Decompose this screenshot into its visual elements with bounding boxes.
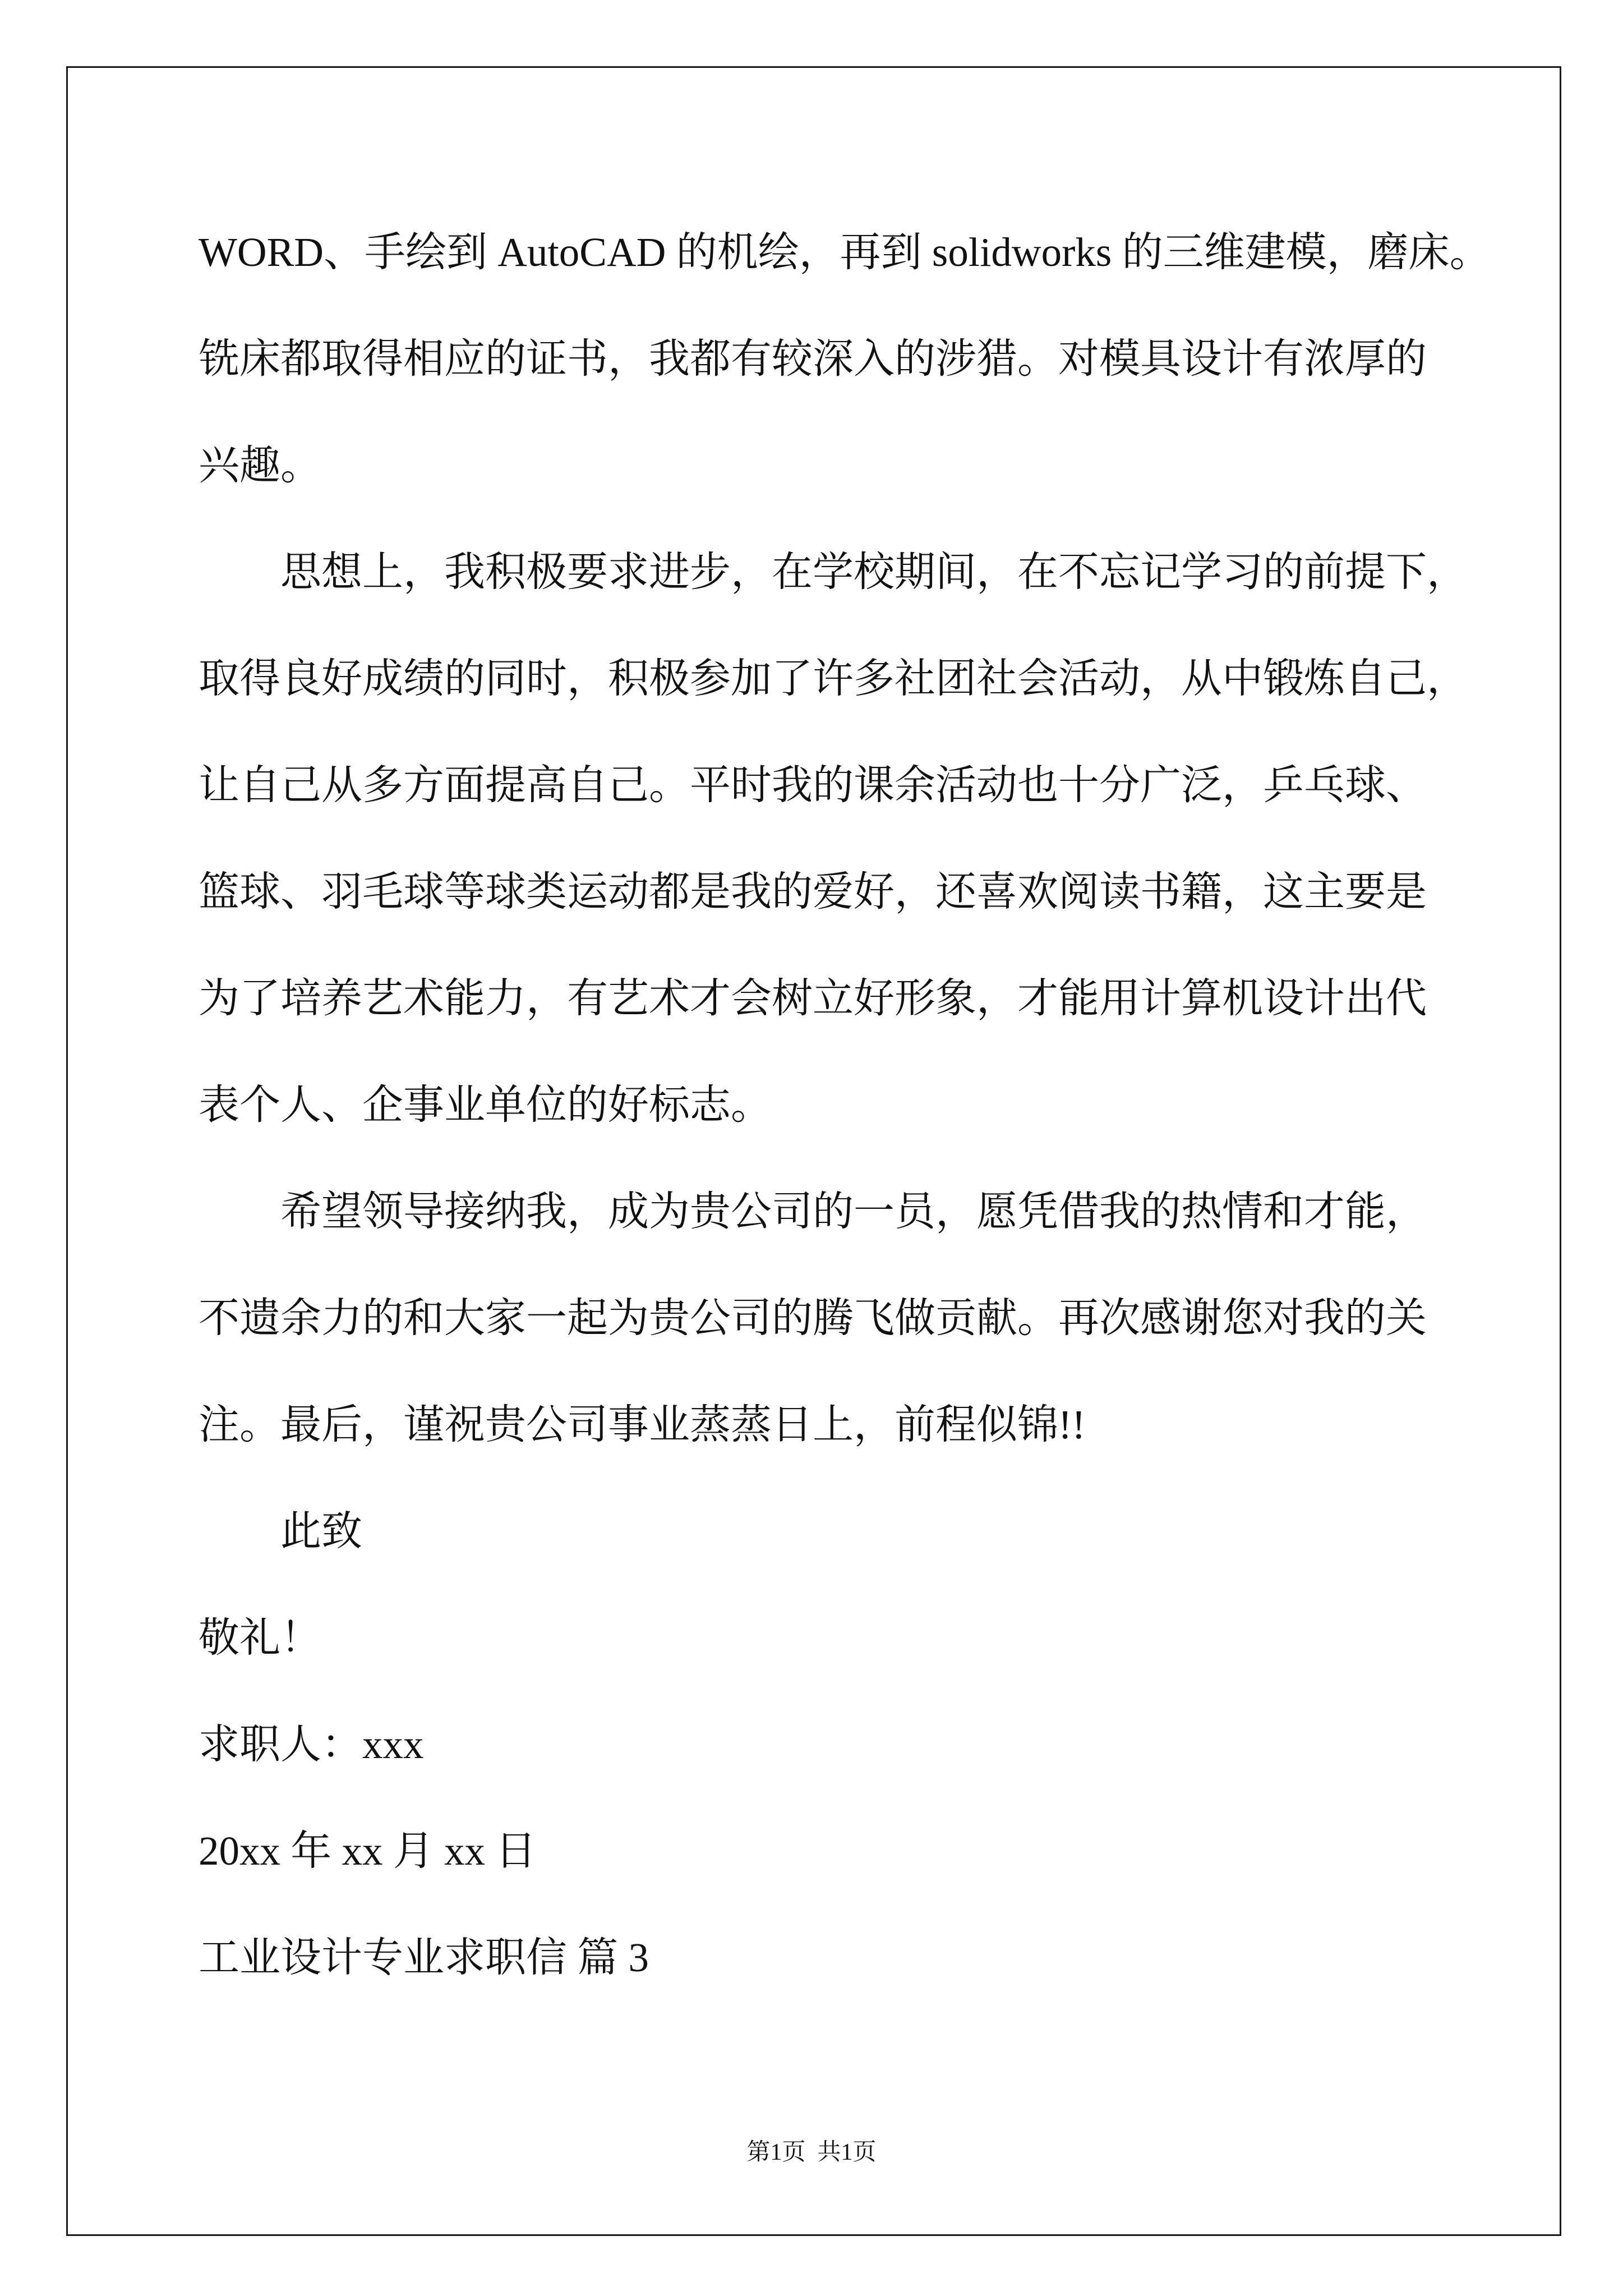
body-line: 思想上，我积极要求进步，在学校期间，在不忘记学习的前提下， bbox=[280, 549, 1468, 595]
body-line: 让自己从多方面提高自己。平时我的课余活动也十分广泛，乒乓球、 bbox=[199, 762, 1427, 808]
body-line: 希望领导接纳我，成为贵公司的一员，愿凭借我的热情和才能， bbox=[280, 1189, 1427, 1234]
closing-regards: 敬礼！ bbox=[199, 1615, 321, 1660]
body-line: 兴趣。 bbox=[199, 443, 321, 488]
body-line: 篮球、羽毛球等球类运动都是我的爱好，还喜欢阅读书籍，这主要是 bbox=[199, 869, 1427, 914]
page-number-footer: 第1页 共1页 bbox=[746, 2139, 877, 2165]
date-line: 20xx 年 xx 月 xx 日 bbox=[199, 1828, 537, 1874]
body-line: 取得良好成绩的同时，积极参加了许多社团社会活动，从中锻炼自己， bbox=[199, 656, 1468, 701]
body-line: WORD、手绘到 AutoCAD 的机绘，再到 solidworks 的三维建模，磨床。 bbox=[199, 229, 1491, 275]
section-heading: 工业设计专业求职信 篇 3 bbox=[199, 1935, 649, 1980]
body-line: 为了培养艺术能力，有艺术才会树立好形象，才能用计算机设计出代 bbox=[199, 976, 1427, 1021]
letter-body bbox=[199, 199, 1533, 2011]
closing-salutation: 此致 bbox=[280, 1508, 362, 1554]
body-line: 表个人、企事业单位的好标志。 bbox=[199, 1082, 772, 1128]
body-line: 不遗余力的和大家一起为贵公司的腾飞做贡献。再次感谢您对我的关 bbox=[199, 1295, 1427, 1341]
body-line: 铣床都取得相应的证书，我都有较深入的涉猎。对模具设计有浓厚的 bbox=[199, 336, 1427, 381]
body-line: 注。最后，谨祝贵公司事业蒸蒸日上，前程似锦!! bbox=[199, 1402, 1086, 1447]
signer-line: 求职人：xxx bbox=[199, 1722, 424, 1767]
